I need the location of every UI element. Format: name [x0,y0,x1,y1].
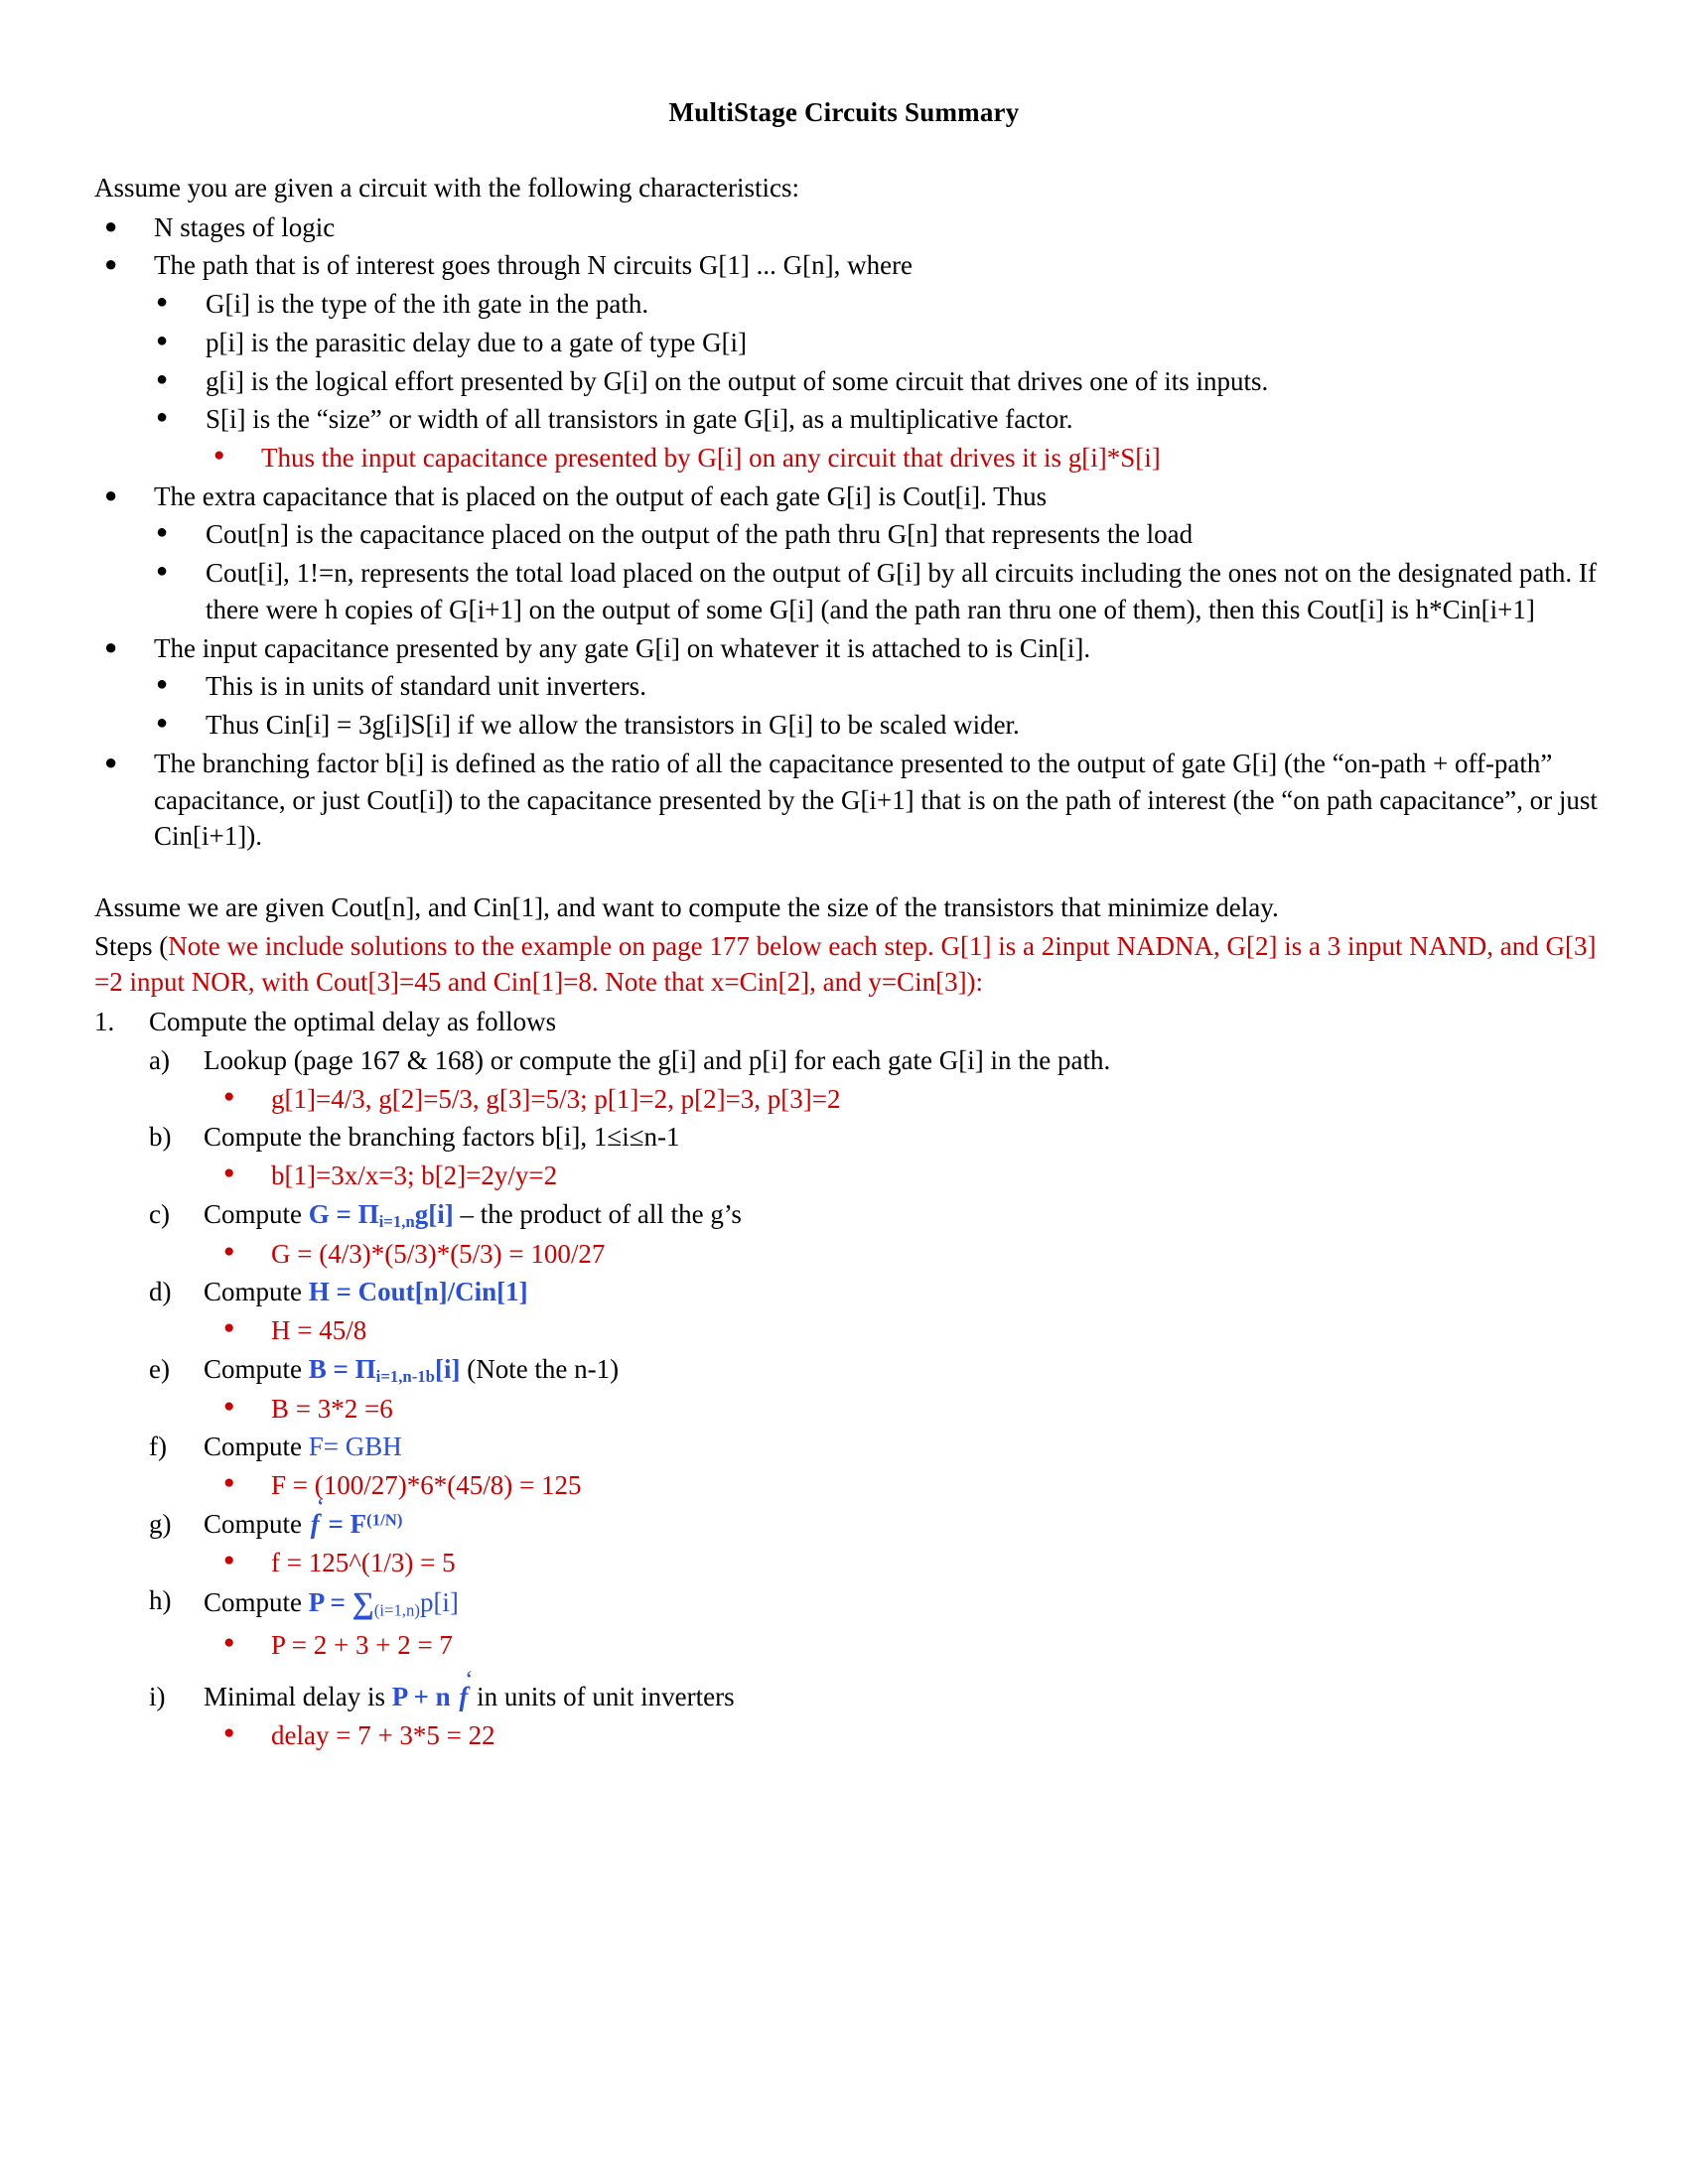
list-marker: c) [149,1198,170,1229]
bullet-disc-icon: ● [223,1085,235,1107]
formula-prefix: Compute [204,1508,309,1539]
list-item-label: g[i] is the logical effort presented by G[i] on the output of some circuit that drives one of its inputs. [206,365,1269,396]
list-item-label [204,1429,1628,1465]
bullet-disc-icon: ● [223,1317,235,1339]
bullet-disc-icon: ● [223,1395,235,1417]
list-item-label: Compute the optimal delay as follows [149,1007,557,1037]
formula-subscript: i=1,n-1b [375,1366,435,1386]
formula-rhs: p[i] [419,1587,459,1618]
ordered-list-item [149,1581,1628,1625]
bullet-disc-icon: ● [104,481,118,507]
formula-prefix: Minimal delay is [204,1682,392,1712]
bullet-disc-icon: ● [104,212,118,238]
list-item-label: G[i] is the type of the ith gate in the path. [206,289,649,320]
answer-item [223,1466,1628,1505]
paragraph-spacer [94,856,1628,889]
product-operator-icon: Π [354,1353,376,1384]
f-hat-symbol: ‘ f [457,1679,470,1715]
formula-lhs: H = Cout[n]/Cin[1] [308,1277,528,1307]
list-item [156,400,1628,439]
formula-suffix: in units of unit inverters [470,1682,735,1712]
list-item-label: Lookup (page 167 & 168) or compute the g[i] and p[i] for each gate G[i] in the path. [204,1044,1111,1075]
bullet-disc-icon: ● [156,406,169,429]
list-item [104,246,1628,285]
formula-prefix: Compute [204,1432,309,1462]
intro-paragraph: Assume you are given a circuit with the following characteristics: [94,173,800,203]
list-item [156,706,1628,745]
ordered-list-item [149,1041,1628,1080]
spacer [94,1664,1628,1678]
formula-suffix: (Note the n-1) [460,1353,620,1384]
answer-label: delay = 7 + 3*5 = 22 [271,1719,495,1750]
list-item-label [204,1679,1628,1715]
page-title: MultiStage Circuits Summary [668,97,1020,127]
answer-label: G = (4/3)*(5/3)*(5/3) = 100/27 [271,1238,606,1269]
list-item-label [204,1196,1628,1234]
formula-lhs: G = [308,1198,358,1229]
steps-label: Steps ( [94,930,169,961]
answer-label: f = 125^(1/3) = 5 [271,1547,456,1577]
list-item-highlight [213,439,1628,478]
list-item-label: N stages of logic [154,211,336,242]
list-marker: f) [149,1432,167,1462]
answer-item [223,1235,1628,1274]
list-marker: g) [149,1508,172,1539]
ordered-list-item [149,1678,1628,1716]
bullet-disc-icon: ● [223,1721,235,1743]
answer-item [223,1311,1628,1350]
answer-item [223,1390,1628,1429]
formula-lhs: B = [308,1353,355,1384]
ordered-list-item [149,1428,1628,1466]
bullet-disc-icon: ● [104,251,118,277]
list-item-label: The path that is of interest goes through N circuits G[1] ... G[n], where [154,250,914,281]
list-marker: h) [149,1585,172,1616]
list-marker: a) [149,1044,170,1075]
bullet-disc-icon: ● [223,1631,235,1653]
list-item-label: Compute the branching factors b[i], 1≤i≤n-1 [204,1122,680,1153]
list-item [156,554,1628,628]
list-item-label: Cout[n] is the capacitance placed on the output of the path thru G[n] that represents the load [206,519,1194,550]
ordered-list-item [149,1505,1628,1544]
formula-rhs: [i] [434,1353,461,1384]
assume-paragraph-line1: Assume we are given Cout[n], and Cin[1], and want to compute the size of the transistors that minimize delay. [94,891,1279,922]
ordered-list-item [149,1350,1628,1390]
list-item-label: S[i] is the “size” or width of all transistors in gate G[i], as a multiplicative factor. [206,404,1073,435]
formula-prefix: Compute [204,1587,309,1618]
bullet-disc-icon: ● [156,712,169,735]
answer-label: F = (100/27)*6*(45/8) = 125 [271,1470,582,1501]
answer-item [223,1080,1628,1119]
bullet-disc-icon: ● [156,521,169,544]
list-item-label [204,1506,1628,1543]
answer-item [223,1544,1628,1582]
ordered-list-item [149,1118,1628,1157]
bullet-disc-icon: ● [156,329,169,351]
answer-label: P = 2 + 3 + 2 = 7 [271,1629,453,1660]
formula-lhs: P + n [391,1682,458,1712]
bullet-disc-icon: ● [223,1472,235,1494]
list-item [156,515,1628,554]
list-item-label: Thus the input capacitance presented by G[i] on any circuit that drives it is g[i]*S[i] [261,443,1161,474]
list-item [156,667,1628,706]
answer-label: H = 45/8 [271,1315,367,1346]
formula-lhs: = F [321,1508,367,1539]
list-item-label: Thus Cin[i] = 3g[i]S[i] if we allow the transistors in G[i] to be scaled wider. [206,710,1020,741]
steps-note-red: Note we include solutions to the example on page 177 below each step. G[1] is a 2input NADNA, G[2] is a 3 input NAND, and G[3] =2 input NOR, with Cout[3]=45 and Cin[1]=8. Note that x=Cin[2], and y=Cin[3]) [94,930,1597,998]
bullet-disc-icon: ● [156,560,169,583]
bullet-disc-icon: ● [223,1240,235,1262]
answer-label: B = 3*2 =6 [271,1393,393,1424]
bullet-disc-icon: ● [156,367,169,390]
steps-colon: : [975,967,984,998]
bullet-disc-icon: ● [213,445,225,467]
list-item [156,362,1628,401]
list-item [156,324,1628,362]
answer-item [223,1626,1628,1665]
list-marker: i) [149,1682,166,1712]
bullet-disc-icon: ● [104,633,118,659]
list-item [104,478,1628,516]
list-item-label: Cout[i], 1!=n, represents the total load placed on the output of G[i] by all circuits including the ones not on the designated path. If there were h copies of G[i+1] on the output of some G[i] (and the path ran thru one of them), then this Cout[i] is h*Cin[i+1] [206,558,1597,624]
list-item-label: The extra capacitance that is placed on the output of each gate G[i] is Cout[i]. Thus [154,480,1048,511]
answer-item [223,1716,1628,1755]
formula-lhs: P = [308,1587,352,1618]
list-item-label: The branching factor b[i] is defined as the ratio of all the capacitance presented to the output of gate G[i] (the “on-path + off-path” capacitance, or just Cout[i]) to the capacitance presented by the G[i+1] that is on the path of interest (the “on path capacitance”, or just Cin[i+1]). [154,748,1598,852]
bullet-disc-icon: ● [223,1161,235,1183]
answer-item [223,1157,1628,1195]
answer-label: g[1]=4/3, g[2]=5/3, g[3]=5/3; p[1]=2, p[2]=3, p[3]=2 [271,1083,841,1114]
list-item [104,745,1628,856]
ordered-list-item [149,1195,1628,1235]
list-marker: e) [149,1353,170,1384]
ordered-list-item [94,1003,1628,1041]
list-marker: b) [149,1122,172,1153]
ordered-list-item [149,1273,1628,1311]
formula-lhs: F= GBH [308,1432,402,1462]
list-item [156,285,1628,324]
formula-prefix: Compute [204,1198,309,1229]
bullet-disc-icon: ● [104,749,118,774]
formula-prefix: Compute [204,1353,309,1384]
list-marker: 1. [94,1007,115,1037]
bullet-disc-icon: ● [156,291,169,314]
formula-rhs: g[i] [414,1198,454,1229]
summation-operator-icon: ∑ [352,1585,374,1621]
answer-label: b[1]=3x/x=3; b[2]=2y/y=2 [271,1160,558,1190]
product-operator-icon: Π [357,1198,379,1229]
bullet-disc-icon: ● [223,1549,235,1570]
list-item-label [204,1582,1628,1624]
list-item [104,629,1628,668]
formula-superscript: (1/N) [366,1510,403,1530]
list-item-label: This is in units of standard unit inverters. [206,671,646,702]
bullet-disc-icon: ● [156,673,169,696]
list-item [104,208,1628,247]
formula-suffix: – the product of all the g’s [453,1198,742,1229]
f-hat-symbol: ‘ f [309,1506,322,1543]
formula-prefix: Compute [204,1277,309,1307]
assume-paragraph-steps [94,928,1628,1001]
document-body [0,128,1688,1755]
formula-subscript: i=1,n [378,1211,415,1231]
list-marker: d) [149,1277,172,1307]
list-item-label [204,1274,1628,1310]
list-item-label: p[i] is the parasitic delay due to a gate of type G[i] [206,327,748,357]
list-item-label [204,1351,1628,1389]
list-item-label: The input capacitance presented by any gate G[i] on whatever it is attached to is Cin[i]. [154,632,1091,663]
formula-subscript: (i=1,n) [373,1600,420,1620]
